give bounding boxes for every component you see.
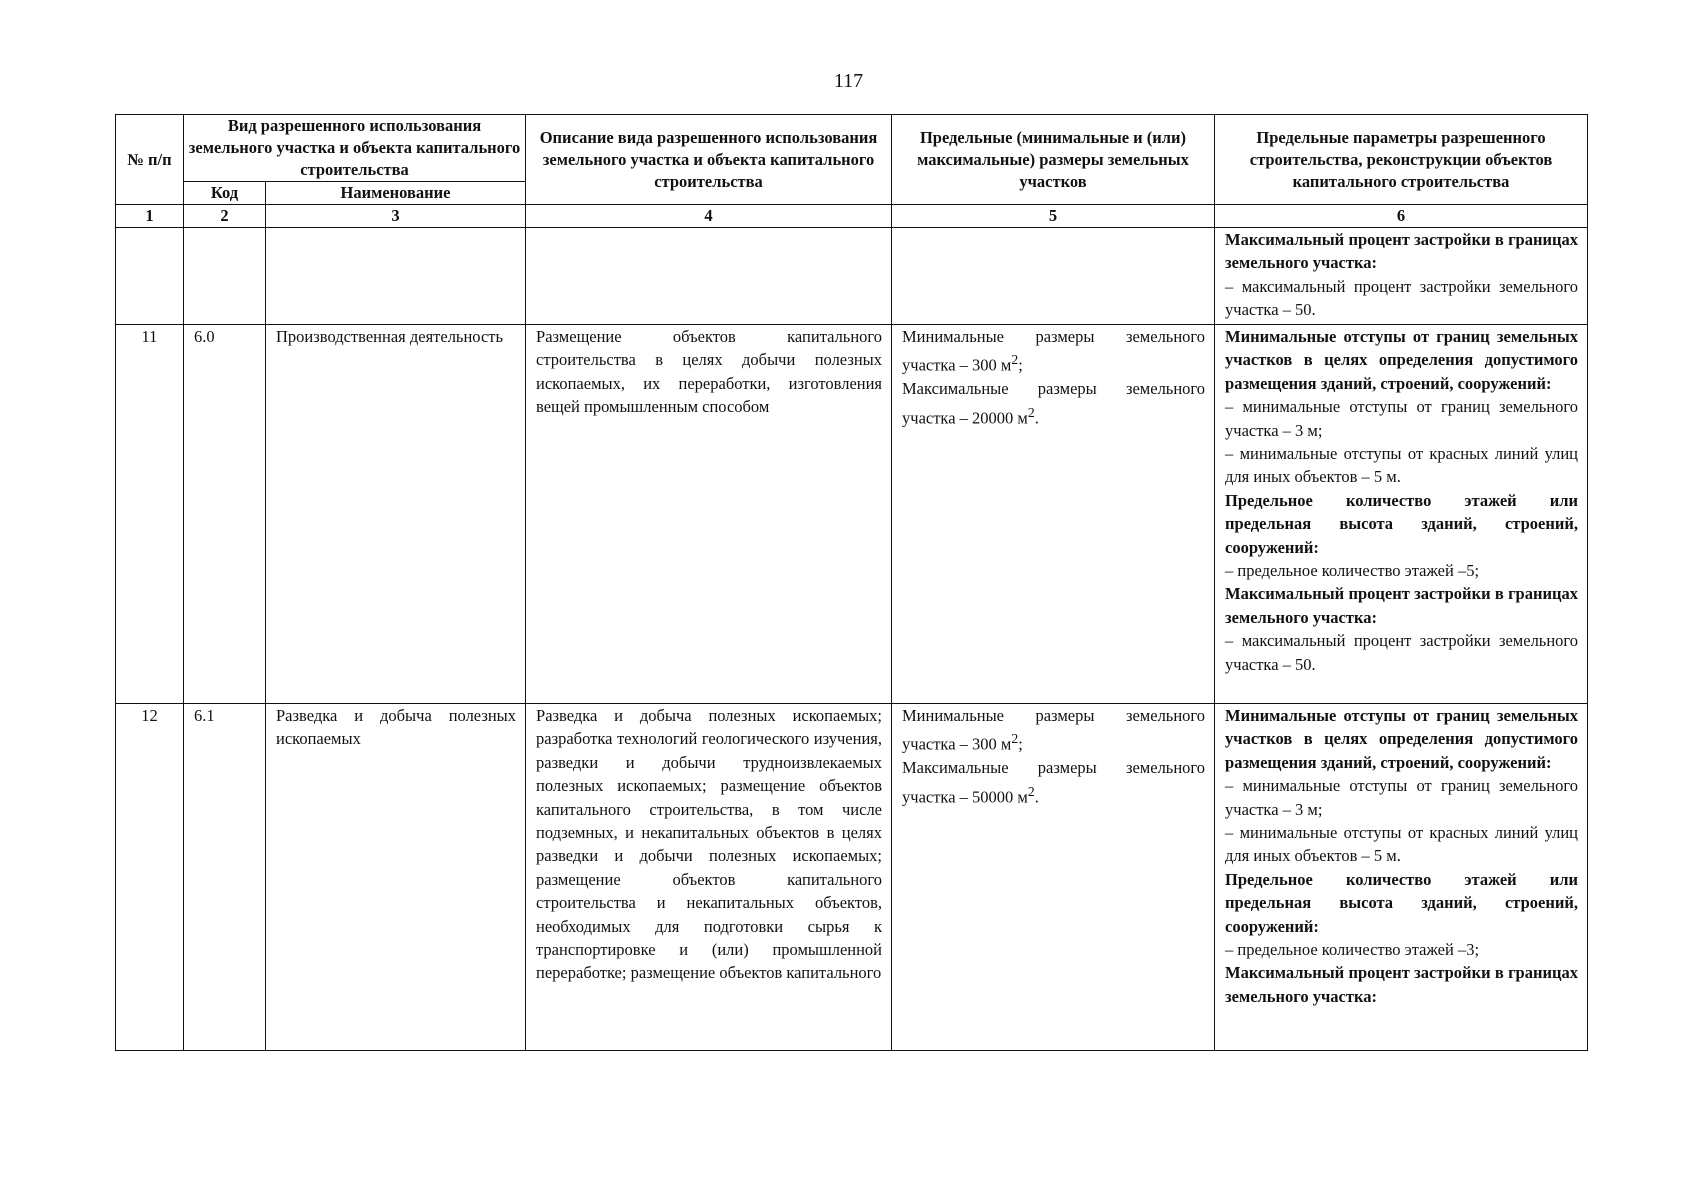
size-sup: 2 [1011,352,1019,368]
params-heading: Минимальные отступы от границ земельных участков в целях определения допустимого размещения зданий, строений, сооружений: [1225,706,1579,772]
column-number: 3 [266,205,526,228]
size-sup: 2 [1011,731,1019,747]
cell-num: 12 [116,704,184,1051]
cell-empty [116,228,184,325]
cell-code: 6.0 [184,325,266,704]
header-name: Наименование [266,182,526,205]
params-item: – максимальный процент застройки земельного участка – 50. [1225,631,1579,674]
land-use-table [115,114,1588,1051]
header-description: Описание вида разрешенного использования земельного участка и объекта капитального строительства [526,115,892,205]
table-row [116,325,1588,704]
params-heading: Максимальный процент застройки в границах земельного участка: [1225,963,1579,1006]
header-num: № п/п [116,115,184,205]
params-heading: Предельное количество этажей или предельная высота зданий, строений, сооружений: [1225,490,1579,557]
cell-description: Размещение объектов капитального строительства в целях добычи полезных ископаемых, их переработки, изготовления вещей промышленным способом [526,325,892,704]
cell-description: Разведка и добыча полезных ископаемых; разработка технологий геологического изучения, разведки и добычи трудноизвлекаемых полезных ископаемых; размещение объектов капитального строительства, в том числе подземных, и некапитальных объектов в целях разведки и добычи полезных ископаемых; размещение объектов капитального строительства и некапитальных объектов, необходимых для подготовки сырья к транспортировке и (или) промышленной переработке; размещение объектов капитального [526,704,892,1051]
table-row [116,704,1588,1051]
size-sup: 2 [1027,404,1035,420]
table-row-continuation [116,228,1588,325]
cell-sizes [892,325,1215,704]
column-number: 4 [526,205,892,228]
cell-params [1215,704,1588,1051]
size-text: Минимальные размеры земельного участка – 300 м [902,706,1206,754]
size-line [902,704,1205,756]
size-text: Минимальные размеры земельного участка – 300 м [902,327,1206,375]
cell-empty [184,228,266,325]
header-row [116,115,1588,182]
cell-code: 6.1 [184,704,266,1051]
size-sup: 2 [1027,783,1035,799]
cell-params [1215,325,1588,704]
column-number: 6 [1215,205,1588,228]
cell-num: 11 [116,325,184,704]
size-line [902,377,1205,429]
size-tail: ; [1018,734,1023,754]
params-item: – предельное количество этажей –5; [1225,561,1480,581]
cell-empty [266,228,526,325]
params-item: – минимальные отступы от границ земельного участка – 3 м; [1225,397,1579,440]
column-number: 1 [116,205,184,228]
cell-empty [526,228,892,325]
params-heading: Максимальный процент застройки в границах земельного участка: [1225,230,1579,273]
cell-empty [892,228,1215,325]
header-sizes: Предельные (минимальные и (или) максимальные) размеры земельных участков [892,115,1215,205]
column-numbers-row [116,205,1588,228]
params-item: – максимальный процент застройки земельного участка – 50. [1225,276,1579,320]
size-line [902,325,1205,377]
params-heading: Предельное количество этажей или предельная высота зданий, строений, сооружений: [1225,869,1579,936]
header-vid-group: Вид разрешенного использования земельного участка и объекта капитального строительства [184,115,526,182]
params-item: – минимальные отступы от красных линий улиц для иных объектов – 5 м. [1225,823,1579,866]
cell-params [1215,228,1588,325]
cell-sizes [892,704,1215,1051]
params-heading: Максимальный процент застройки в границах земельного участка: [1225,584,1579,627]
column-number: 2 [184,205,266,228]
params-heading: Минимальные отступы от границ земельных участков в целях определения допустимого размещения зданий, строений, сооружений: [1225,327,1579,393]
size-tail: . [1034,787,1039,807]
size-line [902,756,1205,808]
params-item: – минимальные отступы от красных линий улиц для иных объектов – 5 м. [1225,444,1579,487]
params-item: – предельное количество этажей –3; [1225,940,1480,960]
size-tail: . [1034,408,1039,428]
cell-name: Производственная деятельность [266,325,526,704]
size-text: Максимальные размеры земельного участка – 20000 м [902,379,1206,428]
size-text: Максимальные размеры земельного участка – 50000 м [902,758,1206,807]
cell-name: Разведка и добыча полезных ископаемых [266,704,526,1051]
column-number: 5 [892,205,1215,228]
header-code: Код [184,182,266,205]
params-item: – минимальные отступы от границ земельного участка – 3 м; [1225,776,1579,819]
size-tail: ; [1018,355,1023,375]
header-params: Предельные параметры разрешенного строительства, реконструкции объектов капитального строительства [1215,115,1588,205]
page-number: 117 [833,70,864,92]
